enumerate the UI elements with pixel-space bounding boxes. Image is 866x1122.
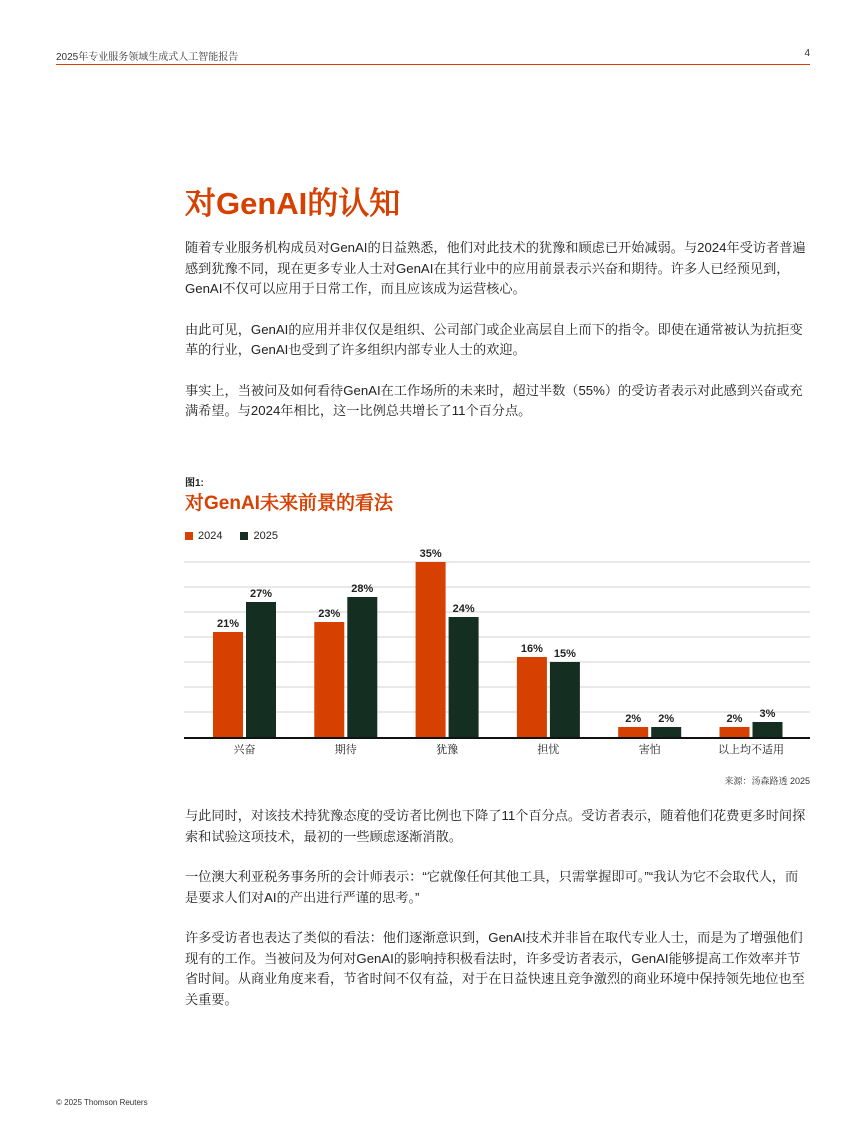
- section-heading: 对GenAI的认知: [185, 186, 401, 221]
- body-text: [185, 806, 810, 1030]
- bar-2024: [720, 727, 750, 737]
- paragraph: 与此同时，对该技术持犹豫态度的受访者比例也下降了11个百分点。受访者表示，随着他们花费更多时间探索和试验这项技术，最初的一些顾虑逐渐消散。: [185, 808, 806, 844]
- bar-2024: [517, 657, 547, 737]
- bar-2024: [416, 562, 446, 737]
- paragraph: 许多受访者也表达了类似的看法：他们逐渐意识到，GenAI技术并非旨在取代专业人士，而是为了增强他们现有的工作。当被问及为何对GenAI的影响持积极看法时，许多受访者表示，GenAI能够提高工作效率并节省时间。从商业角度来看，节省时间不仅有益，对于在日益快速且竞争激烈的商业环境中保持领先地位也至关重要。: [185, 930, 805, 1007]
- data-label: 15%: [553, 648, 576, 660]
- legend-label: 2025: [253, 530, 278, 542]
- data-label: 2%: [658, 713, 675, 725]
- bar-2025: [449, 617, 479, 737]
- intro-text: [185, 238, 810, 442]
- data-label: 3%: [759, 708, 776, 720]
- bar-2025: [550, 662, 580, 737]
- paragraph: 由此可见，GenAI的应用并非仅仅是组织、公司部门或企业高层自上而下的指令。即使在通常被认为抗拒变革的行业，GenAI也受到了许多组织内部专业人士的欢迎。: [185, 321, 803, 357]
- bar-2025: [651, 727, 681, 737]
- bar-2024: [213, 632, 243, 737]
- x-tick-label: 以上均不适用: [718, 744, 784, 756]
- copyright: © 2025 Thomson Reuters: [56, 1098, 148, 1107]
- data-label: 23%: [318, 608, 341, 620]
- page-number: 4: [804, 48, 810, 59]
- x-tick-label: 担忧: [537, 744, 560, 756]
- chart-source: 来源：汤森路透 2025: [724, 776, 810, 786]
- data-label: 16%: [520, 643, 543, 655]
- legend-swatch: [240, 532, 248, 540]
- data-label: 27%: [249, 588, 273, 600]
- paragraph: 随着专业服务机构成员对GenAI的日益熟悉，他们对此技术的犹豫和顾虑已开始减弱。与2024年受访者普遍感到犹豫不同，现在更多专业人士对GenAI在其行业中的应用前景表示兴奋和期待。许多人已经预见到，GenAI不仅可以应用于日常工作，而且应该成为运营核心。: [185, 240, 806, 296]
- legend-swatch: [185, 532, 193, 540]
- bar-2024: [314, 622, 344, 737]
- data-label: 35%: [419, 548, 442, 560]
- data-label: 2%: [625, 713, 642, 725]
- paragraph: 一位澳大利亚税务事务所的会计师表示：“它就像任何其他工具，只需掌握即可。”“我认为它不会取代人，而是要求人们对AI的产出进行严谨的思考。”: [185, 869, 799, 905]
- x-tick-label: 兴奋: [233, 744, 256, 756]
- data-label: 28%: [351, 583, 374, 595]
- legend-label: 2024: [198, 530, 223, 542]
- x-tick-label: 犹豫: [436, 744, 459, 756]
- bar-2025: [347, 597, 377, 737]
- bar-2025: [753, 722, 783, 737]
- report-title: 2025年专业服务领域生成式人工智能报告: [56, 52, 239, 63]
- data-label: 24%: [452, 603, 475, 615]
- bar-2025: [246, 602, 276, 737]
- data-label: 21%: [216, 618, 240, 630]
- figure-label: 图1:: [185, 478, 204, 489]
- header-divider: [56, 64, 810, 65]
- bar-2024: [618, 727, 648, 737]
- page-header: [56, 48, 810, 63]
- data-label: 2%: [726, 713, 743, 725]
- bar-chart: [184, 540, 810, 760]
- x-tick-label: 害怕: [638, 744, 661, 756]
- x-tick-label: 期待: [334, 744, 357, 756]
- chart-title: 对GenAI未来前景的看法: [185, 493, 393, 514]
- paragraph: 事实上，当被问及如何看待GenAI在工作场所的未来时，超过半数（55%）的受访者表示对此感到兴奋或充满希望。与2024年相比，这一比例总共增长了11个百分点。: [185, 382, 803, 418]
